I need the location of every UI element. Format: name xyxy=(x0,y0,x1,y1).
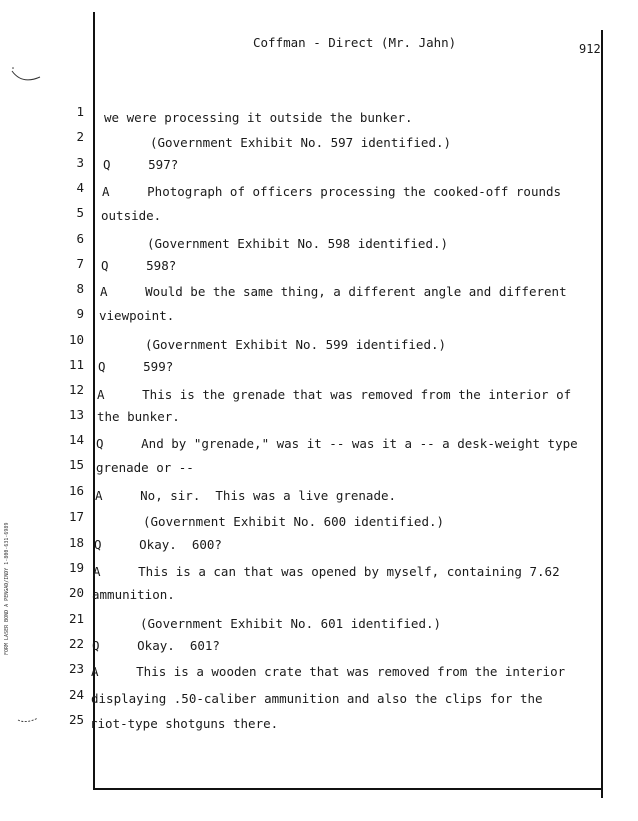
line-number: 24 xyxy=(68,687,84,702)
line-number: 3 xyxy=(76,155,84,170)
transcript-line: Q 599? xyxy=(98,359,174,374)
line-number: 12 xyxy=(68,382,84,397)
line-number: 2 xyxy=(76,129,84,144)
line-number: 15 xyxy=(68,457,84,472)
transcript-line: Q Okay. 600? xyxy=(94,537,222,552)
transcript-line: we were processing it outside the bunker. xyxy=(104,110,413,125)
line-number: 18 xyxy=(68,535,84,550)
line-number: 6 xyxy=(76,231,84,246)
transcript-line: (Government Exhibit No. 600 identified.) xyxy=(143,514,445,529)
transcript-line: A This is the grenade that was removed from the interior of xyxy=(97,387,572,402)
form-stamp: FORM LASER BOND A PENGAD/INDY 1-800-631-6989 xyxy=(4,522,10,655)
transcript-line: Q 597? xyxy=(103,157,179,172)
transcript-line: (Government Exhibit No. 598 identified.) xyxy=(147,236,449,251)
transcript-line: A No, sir. This was a live grenade. xyxy=(95,488,397,503)
transcript-line: outside. xyxy=(101,208,162,223)
line-number: 5 xyxy=(76,205,84,220)
transcript-line: displaying .50-caliber ammunition and also the clips for the xyxy=(91,691,543,706)
line-number: 4 xyxy=(76,180,84,195)
transcript-line: Q And by "grenade," was it -- was it a -- a desk-weight type xyxy=(96,436,578,451)
page-header: Coffman - Direct (Mr. Jahn) xyxy=(253,35,457,50)
transcript-line: (Government Exhibit No. 601 identified.) xyxy=(140,616,442,631)
transcript-line: grenade or -- xyxy=(96,460,194,475)
transcript-line: A Photograph of officers processing the cooked-off rounds xyxy=(102,184,562,199)
line-number: 13 xyxy=(68,407,84,422)
bottom-margin-rule xyxy=(93,788,603,790)
margin-scribble-top xyxy=(10,65,42,87)
line-number: 25 xyxy=(68,712,84,727)
line-number: 8 xyxy=(76,281,84,296)
transcript-line: (Government Exhibit No. 597 identified.) xyxy=(150,135,452,150)
line-number: 23 xyxy=(68,661,84,676)
line-number: 22 xyxy=(68,636,84,651)
line-number: 11 xyxy=(68,357,84,372)
line-number: 14 xyxy=(68,432,84,447)
transcript-line: ammunition. xyxy=(92,587,175,602)
line-number: 21 xyxy=(68,611,84,626)
transcript-line: A Would be the same thing, a different angle and different xyxy=(100,284,567,299)
transcript-line: A This is a can that was opened by myself, containing 7.62 xyxy=(93,564,560,579)
transcript-line: Q Okay. 601? xyxy=(92,638,220,653)
right-margin-rule xyxy=(601,30,603,798)
line-number: 17 xyxy=(68,509,84,524)
page-number: 912 xyxy=(579,42,601,56)
line-number: 1 xyxy=(76,104,84,119)
transcript-line: Q 598? xyxy=(101,258,177,273)
transcript-line: the bunker. xyxy=(97,409,180,424)
line-number: 10 xyxy=(68,332,84,347)
line-number: 7 xyxy=(76,256,84,271)
line-number: 16 xyxy=(68,483,84,498)
line-number: 9 xyxy=(76,306,84,321)
line-number: 20 xyxy=(68,585,84,600)
transcript-line: riot-type shotguns there. xyxy=(90,716,279,731)
margin-scribble-bottom xyxy=(16,712,42,726)
transcript-line: (Government Exhibit No. 599 identified.) xyxy=(145,337,447,352)
line-number: 19 xyxy=(68,560,84,575)
transcript-line: A This is a wooden crate that was removed from the interior xyxy=(91,664,566,679)
transcript-line: viewpoint. xyxy=(99,308,175,323)
